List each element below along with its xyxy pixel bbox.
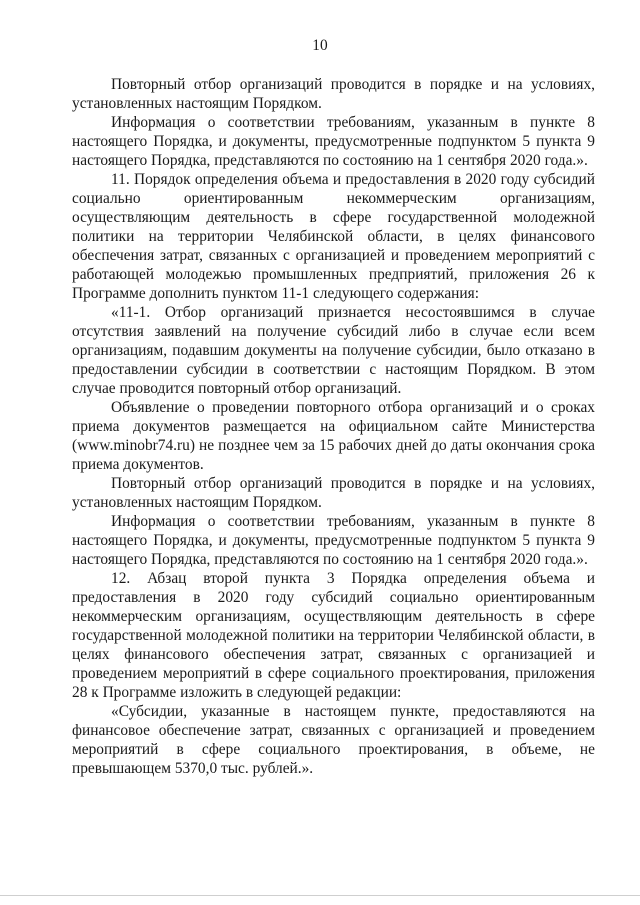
page-number: 10 (312, 37, 328, 54)
paragraph-item-11-1: «11-1. Отбор организаций признается несостоявшимся в случае отсутствия заявлений на получение субсидий либо в случае если всем организациям, подавшим документы на получение субсидии, было отказано в предоставлении субсидии в соответствии с настоящим Порядком. В этом случае проводится повторный отбор организаций. (72, 304, 595, 397)
document-body (72, 75, 595, 778)
paragraph-compliance-info-2: Информация о соответствии требованиям, указанным в пункте 8 настоящего Порядка, и документы, предусмотренные подпунктом 5 пункта 9 настоящего Порядка, представляются по состоянию на 1 сентября 2020 года.». (72, 513, 595, 568)
paragraph-subsidy-amount: «Субсидии, указанные в настоящем пункте, предоставляются на финансовое обеспечение затрат, связанных с организацией и проведением мероприятий в сфере социального проектирования, в объеме, не превышающем 5370,0 тыс. рублей.». (72, 703, 595, 777)
paragraph-item-12: 12. Абзац второй пункта 3 Порядка определения объема и предоставления в 2020 году субсидий социально ориентированным некоммерческим организациям, осуществляющим деятельность в сфере государственной молодежной политики на территории Челябинской области, в целях финансового обеспечения затрат, связанных с организацией и проведением мероприятий в сфере социального проектирования, приложения 28 к Программе изложить в следующей редакции: (72, 570, 595, 701)
paragraph-compliance-info-1: Информация о соответствии требованиям, указанным в пункте 8 настоящего Порядка, и документы, предусмотренные подпунктом 5 пункта 9 настоящего Порядка, представляются по состоянию на 1 сентября 2020 года.». (72, 114, 595, 169)
paragraph-repeat-selection-2: Повторный отбор организаций проводится в порядке и на условиях, установленных настоящим Порядком. (72, 475, 595, 511)
paragraph-item-11: 11. Порядок определения объема и предоставления в 2020 году субсидий социально ориентированным некоммерческим организациям, осуществляющим деятельность в сфере государственной молодежной политики на территории Челябинской области, в целях финансового обеспечения затрат, связанных с организацией и проведением мероприятий с работающей молодежью промышленных предприятий, приложения 26 к Программе дополнить пунктом 11-1 следующего содержания: (72, 171, 595, 302)
paragraph-announcement: Объявление о проведении повторного отбора организаций и о сроках приема документов размещается на официальном сайте Министерства (www.minobr74.ru) не позднее чем за 15 рабочих дней до даты окончания срока приема документов. (72, 399, 595, 473)
paragraph-repeat-selection-1: Повторный отбор организаций проводится в порядке и на условиях, установленных настоящим Порядком. (72, 76, 595, 112)
bottom-divider (0, 895, 640, 896)
